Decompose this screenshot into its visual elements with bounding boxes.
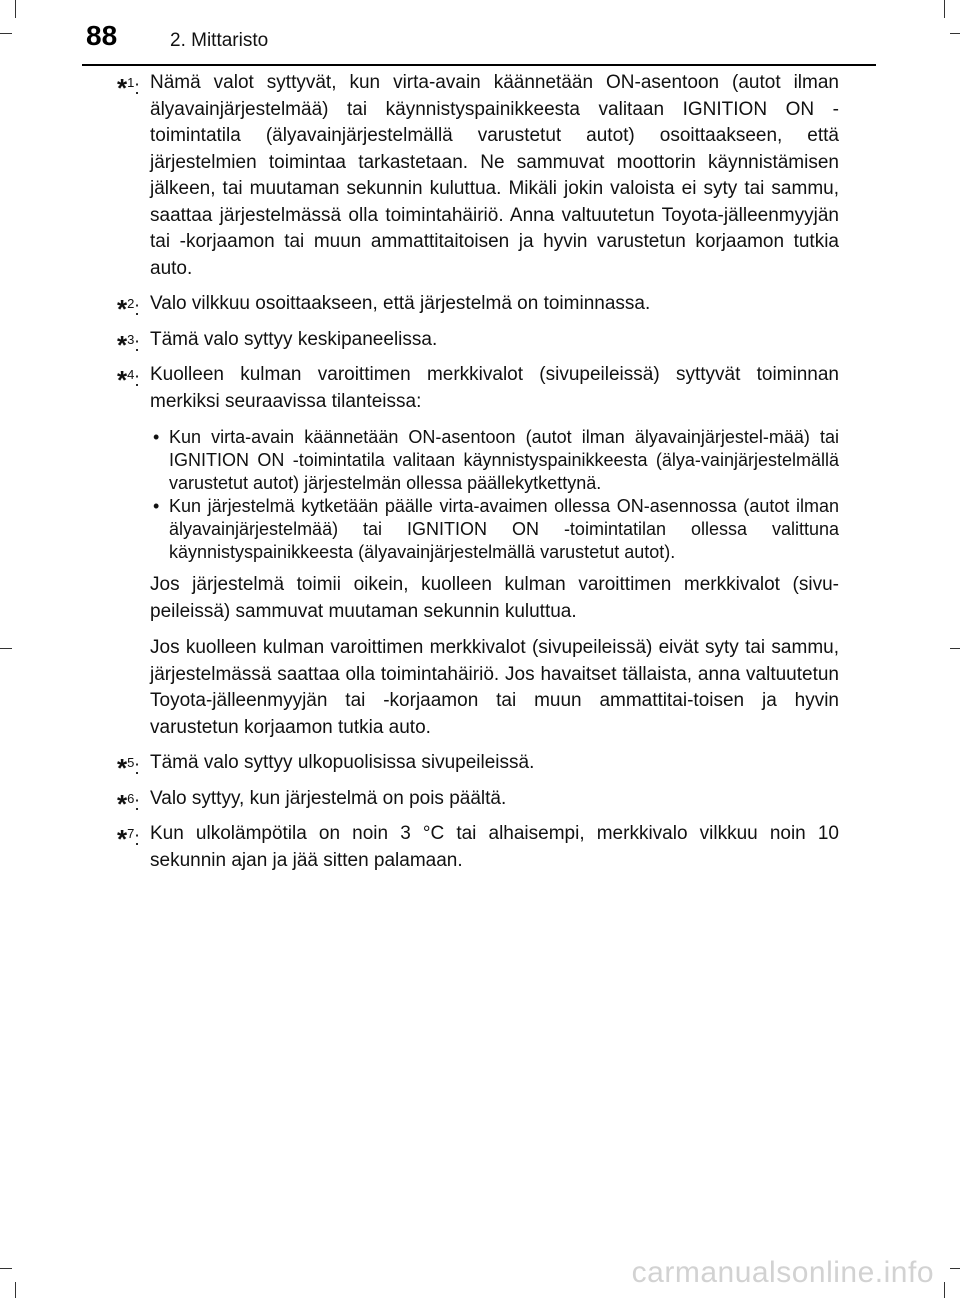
crop-mark [950,33,960,34]
note-paragraph: Jos järjestelmä toimii oikein, kuolleen kulman varoittimen merkkivalot (sivu-peileissä) sammuvat muutaman sekunnin kuluttua. [150,574,839,622]
crop-mark [0,1268,12,1269]
note-marker: *$^5$: [117,753,140,783]
note-paragraph: Jos kuolleen kulman varoittimen merkkivalot (sivupeileissä) eivät syty tai sammu, järjestelmässä saattaa olla toimintahäiriö. Jos havaitset tällaista, anna valtuutetun Toyota-jälleenmyyjän tai -korjaamon tai muun ammattitai-toisen ja hyvin varustetun korjaamon tutkia auto. [150,637,839,738]
note-text: Tämä valo syttyy keskipaneelissa. [150,328,438,350]
notes-list [117,70,839,883]
page-number: 88 [86,20,118,51]
note-1 [117,70,839,282]
bullet-list [150,426,839,564]
note-text: Nämä valot syttyvät, kun virta-avain käännetään ON-asentoon (autot ilman älyavainjärjestelmää) tai käynnistyspainikkeesta valitaan IGNITION ON -toimintatila (älyavainjärjestelmällä varustetut autot) osoittaakseen, että järjestelmien toimintaa tarkastetaan. Ne sammuvat moottorin käynnistämisen jälkeen, tai muutaman sekunnin kuluttua. Mikäli jokin valoista ei syty tai sammu, saattaa järjestelmässä olla toimintahäiriö. Anna valtuutetun Toyota-jälleenmyyjän tai -korjaamon tai muun ammattitaitoisen ja hyvin varustetun korjaamon tutkia auto. [150,72,839,279]
note-text: Valo vilkkuu osoittaakseen, että järjestelmä on toiminnassa. [150,293,651,314]
note-marker: *$^4$: [117,365,140,395]
crop-mark [944,1282,945,1298]
crop-mark [0,648,12,649]
note-3 [117,327,839,360]
note-2 [117,291,839,324]
crop-mark [950,1268,960,1269]
section-title: 2. Mittaristo [170,30,269,51]
note-text: Valo syttyy, kun järjestelmä on pois päältä. [150,787,507,809]
note-text: Kun ulkolämpötila on noin 3 °C tai alhaisempi, merkkivalo vilkkuu noin 10 sekunnin ajan ja jää sitten palamaan. [150,823,839,871]
list-item: • Kun järjestelmä kytketään päälle virta-avaimen ollessa ON-asennossa (autot ilman älyavainjärjestelmää) tai IGNITION ON -toimintatilan ollessa valittuna käynnistyspainikkeesta (älyavainjärjestelmällä varustetut autot). [153,496,839,562]
crop-mark [944,0,945,18]
crop-mark [950,648,960,649]
note-marker: *$^1$: [117,73,140,103]
note-marker: *$^7$: [117,824,140,854]
note-5 [117,750,839,783]
note-4 [117,362,839,741]
note-text: Kuolleen kulman varoittimen merkkivalot (sivupeileissä) syttyvät toiminnan merkiksi seuraavissa tilanteissa: [150,364,839,412]
note-marker: *$^2$: [117,294,140,324]
crop-mark [15,1282,16,1298]
note-7 [117,821,839,874]
note-text: Tämä valo syttyy ulkopuolisissa sivupeileissä. [150,752,535,773]
list-item: • Kun virta-avain käännetään ON-asentoon (autot ilman älyavainjärjestel-mää) tai IGNITION ON -toimintatila valitaan käynnistyspainikkeesta (älya-vainjärjestelmällä varustetut autot) järjestelmän ollessa päällekytkettynä. [153,427,839,493]
note-marker: *$^6$: [117,788,140,819]
note-6 [117,786,839,819]
watermark: carmanualsonline.info [631,1256,934,1289]
header-divider [82,64,876,66]
crop-mark [15,0,16,18]
note-marker: *$^3$: [117,329,140,360]
crop-mark [0,33,12,34]
